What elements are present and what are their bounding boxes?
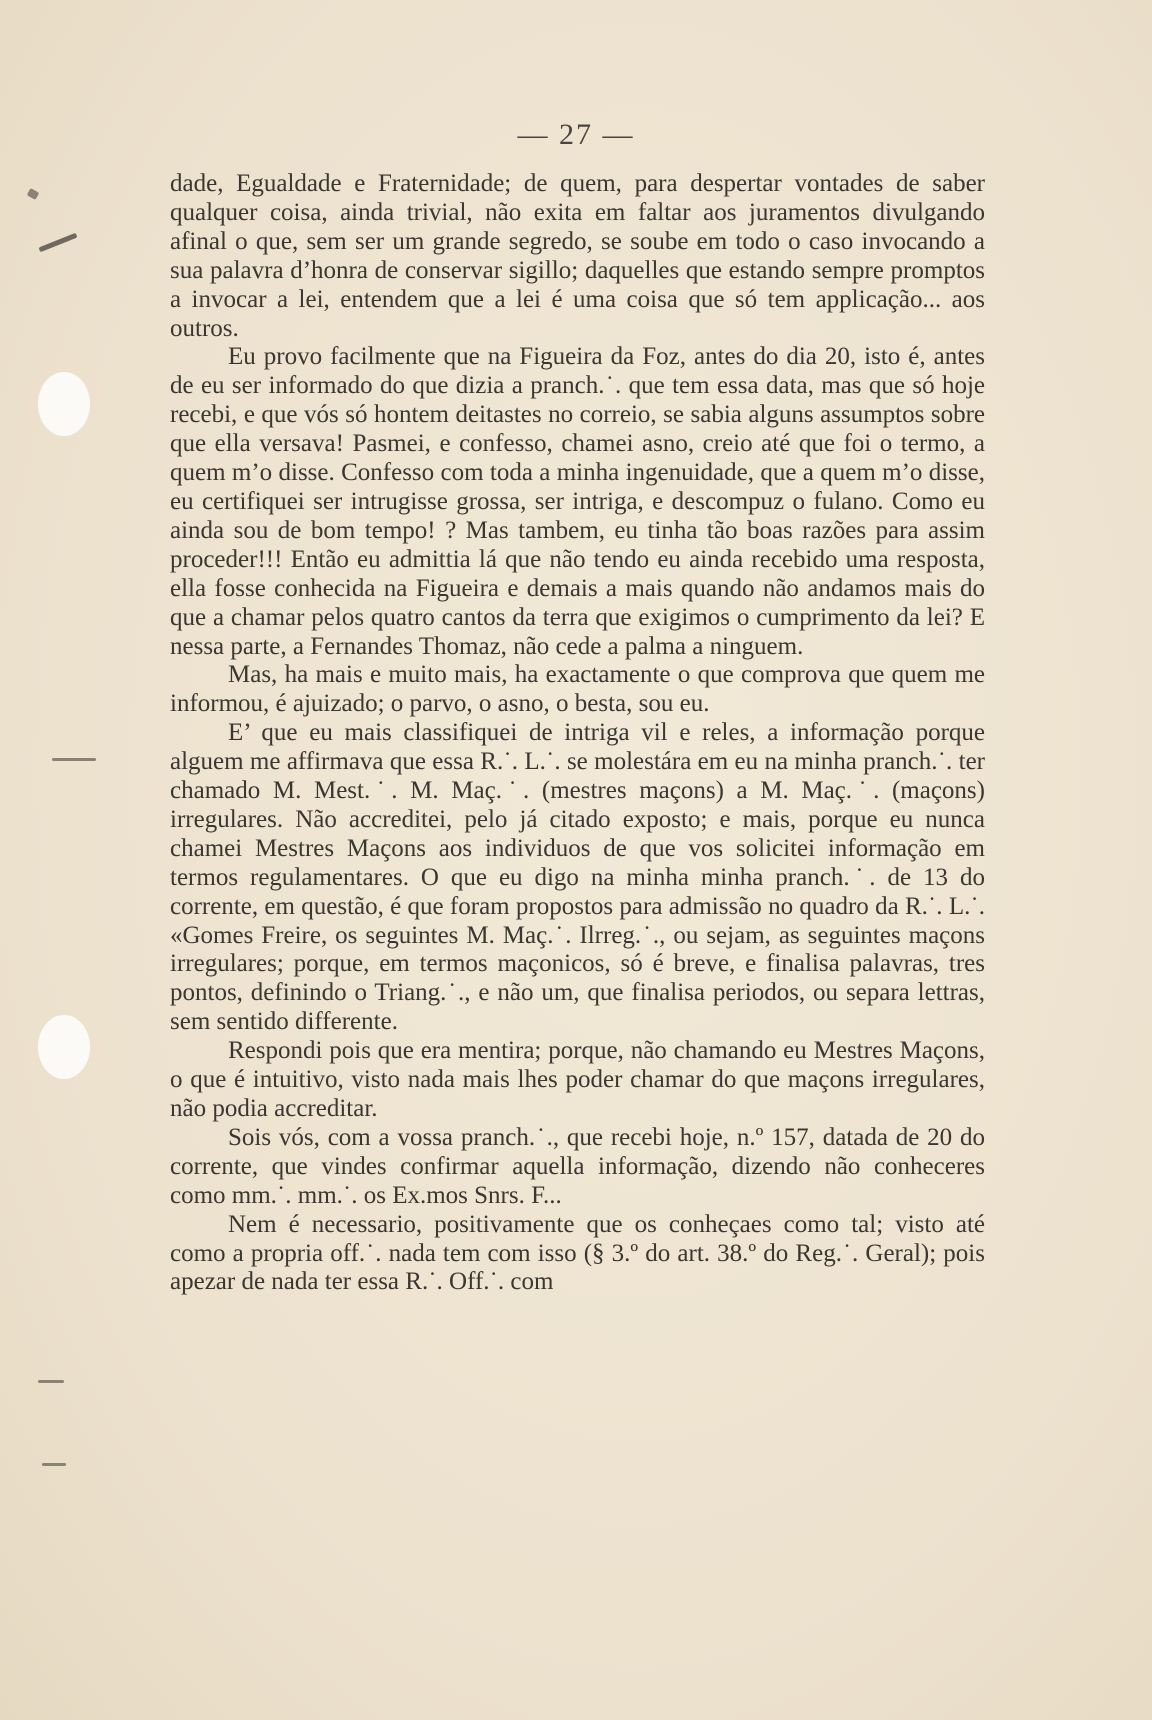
paragraph-4: E’ que eu mais classifiquei de intriga vil e reles, a informação porque alguem me affirmava que essa R.˙. L.˙. se molestára em eu na minha pranch.˙. ter chamado M. Mest.˙. M. Maç.˙. (mestres maçons) a M. Maç.˙. (maçons) irregulares. Não accreditei, pelo já citado exposto; e mais, porque eu nunca chamei Mestres Maçons aos individuos de que vos solicitei informação em termos regulamentares. O que eu digo na minha minha pranch.˙. de 13 do corrente, em questão, é que foram propostos para admissão no quadro da R.˙. L.˙. «Gomes Freire, os seguintes M. Maç.˙. Ilrreg.˙., ou sejam, as seguintes maçons irregulares; porque, em termos maçonicos, só é breve, e finalisa palavras, tres pontos, definindo o Triang.˙., e não um, que finalisa periodos, ou separa lettras, sem sentido differente. [170, 719, 985, 1036]
paragraph-5: Respondi pois que era mentira; porque, não chamando eu Mestres Maçons, o que é intuitivo, visto nada mais lhes poder chamar do que maçons irregulares, não podia accreditar. [170, 1037, 985, 1122]
page-number: — 27 — [517, 118, 635, 151]
margin-ink-mark [27, 188, 40, 200]
margin-ink-mark [38, 1380, 64, 1383]
binding-hole-top [38, 372, 90, 436]
paragraph-1: dade, Egualdade e Fraternidade; de quem, para despertar vontades de saber qualquer coisa, ainda trivial, não exita em faltar aos juramentos divulgando afinal o que, sem ser um grande segredo, se soube em todo o caso invocando a sua palavra d’honra de conservar sigillo; daquelles que estando sempre promptos a invocar a lei, entendem que a lei é uma coisa que só tem applicação... aos outros. [170, 170, 985, 342]
paragraph-7: Nem é necessario, positivamente que os conheçaes como tal; visto até como a propria off.˙. nada tem com isso (§ 3.º do art. 38.º do Reg.˙. Geral); pois apezar de nada ter essa R.˙. Off.˙. com [170, 1210, 985, 1296]
margin-ink-mark [42, 1463, 66, 1466]
binding-hole-bottom [38, 1015, 90, 1079]
paragraph-2: Eu provo facilmente que na Figueira da Foz, antes do dia 20, isto é, antes de eu ser informado do que dizia a pranch.˙. que tem essa data, mas que só hoje recebi, e que vós só hontem deitastes no correio, se sabia alguns assumptos sobre que ella versava! Pasmei, e confesso, chamei asno, creio até que foi o termo, a quem m’o disse. Confesso com toda a minha ingenuidade, que a quem m’o disse, eu certifiquei ser intrugisse grossa, ser intriga, e descompuz o fulano. Como eu ainda sou de bom tempo! ? Mas tambem, eu tinha tão boas razões para assim proceder!!! Então eu admittia lá que não tendo eu ainda recebido uma resposta, ella fosse conhecida na Figueira e demais a mais quando não andamos mais do que a chamar pelos quatro cantos da terra que exigimos o cumprimento da lei? E nessa parte, a Fernandes Thomaz, não cede a palma a ninguem. [170, 343, 985, 660]
body-text [170, 170, 985, 1297]
paragraph-3: Mas, ha mais e muito mais, ha exactamente o que comprova que quem me informou, é ajuizado; o parvo, o asno, o besta, sou eu. [170, 661, 985, 718]
margin-ink-mark [39, 233, 78, 253]
margin-ink-mark [52, 758, 96, 761]
paragraph-6: Sois vós, com a vossa pranch.˙., que recebi hoje, n.º 157, datada de 20 do corrente, que vindes confirmar aquella informação, dizendo não conheceres como mm.˙. mm.˙. os Ex.mos Snrs. F... [170, 1123, 985, 1209]
